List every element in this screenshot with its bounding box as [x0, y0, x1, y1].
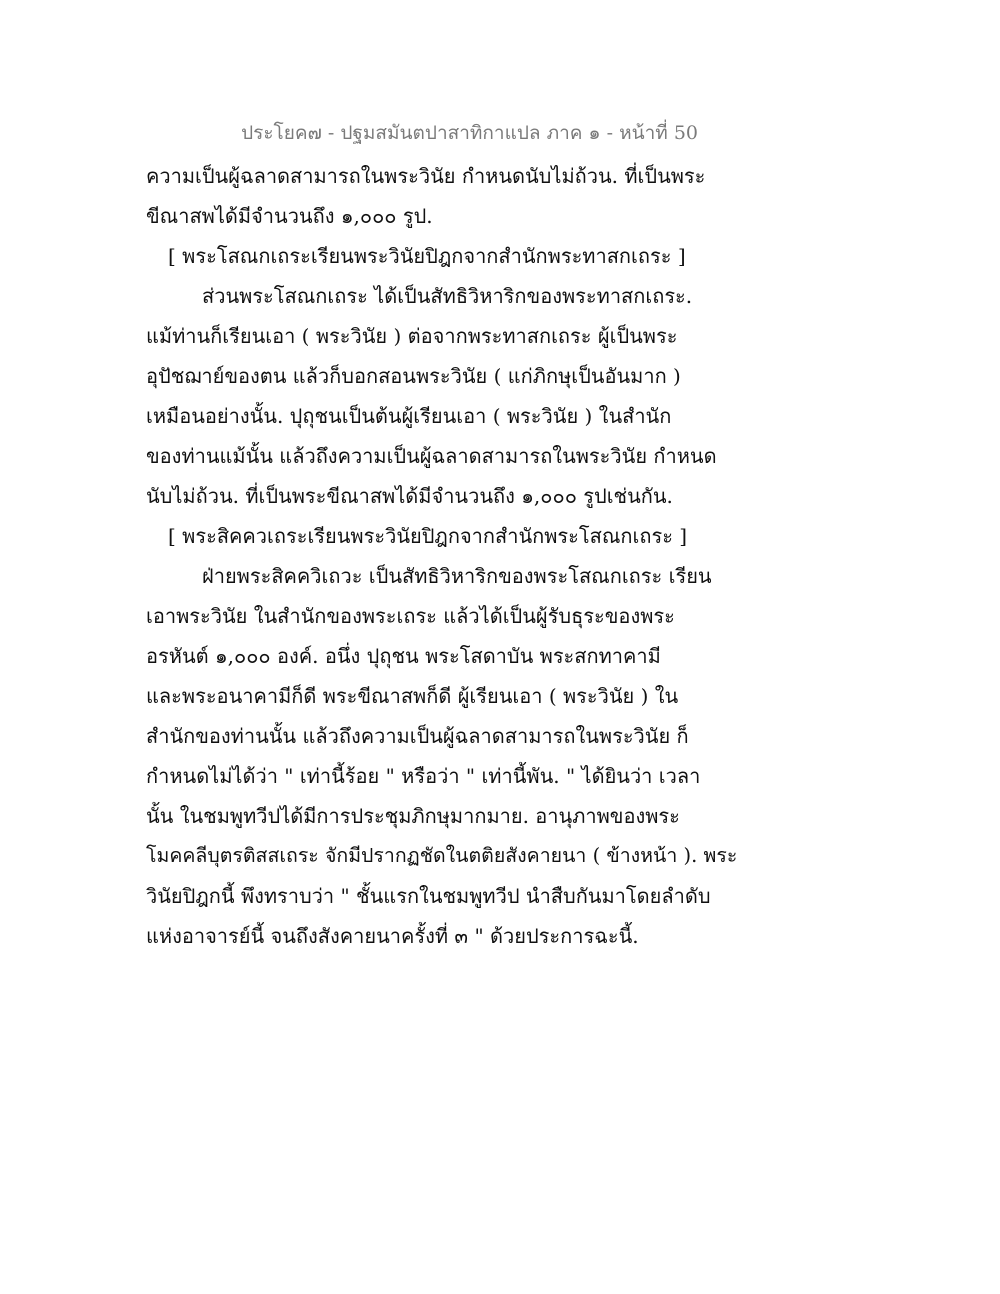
text-line: สำนักของท่านนั้น แล้วถึงความเป็นผู้ฉลาดสามารถในพระวินัย ก็	[146, 724, 689, 748]
section-heading: [ พระสิคควเถระเรียนพระวินัยปิฎกจากสำนักพระโสณกเถระ ]	[168, 524, 688, 548]
text-line: เอาพระวินัย ในสำนักของพระเถระ แล้วได้เป็นผู้รับธุระของพระ	[146, 604, 675, 628]
text-line: ความเป็นผู้ฉลาดสามารถในพระวินัย กำหนดนับไม่ถ้วน. ที่เป็นพระ	[146, 164, 706, 188]
text-line: ของท่านแม้นั้น แล้วถึงความเป็นผู้ฉลาดสามารถในพระวินัย กำหนด	[146, 444, 717, 468]
text-line: ขีณาสพได้มีจำนวนถึง ๑,๐๐๐ รูป.	[146, 204, 433, 228]
text-line: โมคคลีบุตรติสสเถระ จักมีปรากฏชัดในตติยสังคายนา ( ข้างหน้า ). พระ	[146, 844, 738, 867]
running-header: ประโยค๗ - ปฐมสมันตปาสาทิกาแปล ภาค ๑ - หน้าที่ 50	[241, 122, 698, 144]
section-heading: [ พระโสณกเถระเรียนพระวินัยปิฎกจากสำนักพระทาสกเถระ ]	[168, 244, 686, 268]
text-line: วินัยปิฎกนี้ พึงทราบว่า " ชั้นแรกในชมพูทวีป นำสืบกันมาโดยลำดับ	[146, 884, 711, 908]
paragraph-first-line: ฝ่ายพระสิคควิเถวะ เป็นสัทธิวิหาริกของพระโสณกเถระ เรียน	[202, 564, 712, 588]
text-line: แห่งอาจารย์นี้ จนถึงสังคายนาครั้งที่ ๓ " ด้วยประการฉะนี้.	[146, 924, 639, 948]
text-line: กำหนดไม่ได้ว่า " เท่านี้ร้อย " หรือว่า " เท่านี้พัน. " ได้ยินว่า เวลา	[146, 764, 701, 788]
text-line: นั้น ในชมพูทวีปได้มีการประชุมภิกษุมากมาย. อานุภาพของพระ	[146, 804, 680, 828]
text-line: และพระอนาคามีก็ดี พระขีณาสพก็ดี ผู้เรียนเอา ( พระวินัย ) ใน	[146, 684, 679, 708]
text-line: เหมือนอย่างนั้น. ปุถุชนเป็นต้นผู้เรียนเอา ( พระวินัย ) ในสำนัก	[146, 404, 672, 428]
body-text	[146, 156, 746, 956]
text-line: อุปัชฌาย์ของตน แล้วก็บอกสอนพระวินัย ( แก่ภิกษุเป็นอันมาก )	[146, 364, 681, 388]
text-line: อรหันต์ ๑,๐๐๐ องค์. อนึ่ง ปุถุชน พระโสดาบัน พระสกทาคามี	[146, 644, 661, 668]
text-line: นับไม่ถ้วน. ที่เป็นพระขีณาสพได้มีจำนวนถึง ๑,๐๐๐ รูปเช่นกัน.	[146, 484, 673, 508]
text-line: แม้ท่านก็เรียนเอา ( พระวินัย ) ต่อจากพระทาสกเถระ ผู้เป็นพระ	[146, 324, 678, 348]
paragraph-first-line: ส่วนพระโสณกเถระ ได้เป็นสัทธิวิหาริกของพระทาสกเถระ.	[202, 284, 693, 308]
